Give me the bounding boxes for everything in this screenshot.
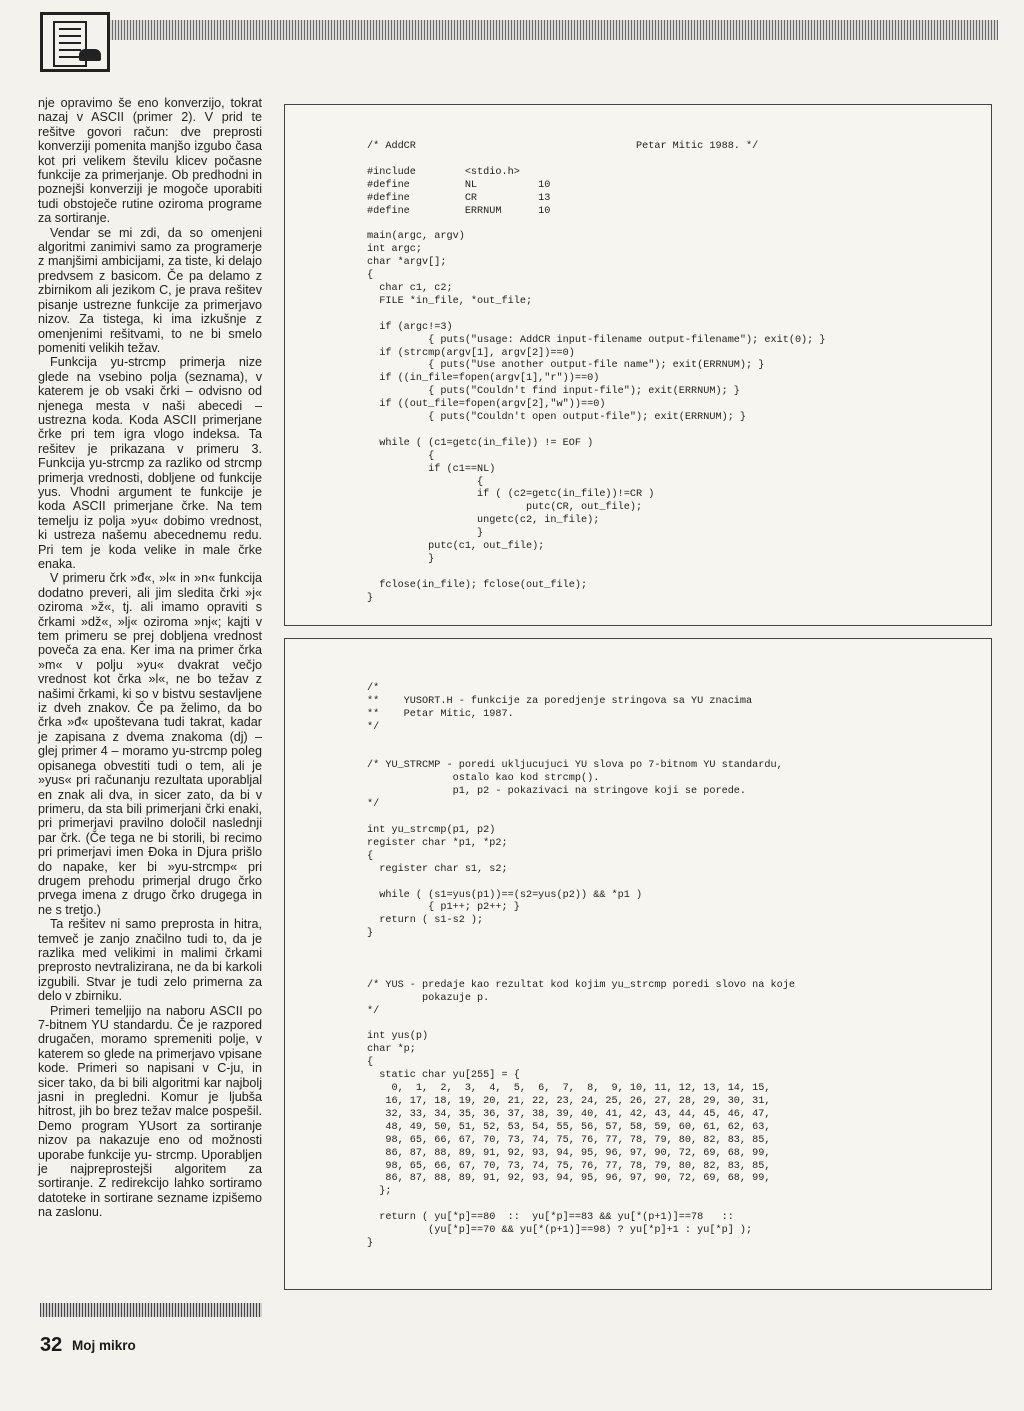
page-number: 32 bbox=[40, 1334, 63, 1356]
article-paragraph: Funkcija yu-strcmp primerja nize glede na vsebino polja (seznama), v katerem je ob vsaki črki – odvisno od njenega mesta v naši abecedi – ustrezna koda. Koda ASCII primerjane črke pri tem igra vlogo indeksa. Ta rešitev je prikazana v primeru 3. Funkcija yu-strcmp za razliko od strcmp primerja vrednosti, dobljene od funkcije yus. Vhodni argument te funkcije je koda ASCII primerjane črke. Na tem temelju iz polja »yu« dobimo vrednost, ki ustreza našemu abecednemu redu. Pri tem je koda velike in male črke enaka. bbox=[38, 355, 262, 571]
footer-rule bbox=[40, 1303, 262, 1317]
article-paragraph: Ta rešitev ni samo preprosta in hitra, temveč je zanjo značilno tudi to, da je razlika med velikimi in malimi črkami preprosto nevtralizirana, ne da bi karkoli izgubili. Stvar je tudi zelo primerna za delo v zbirniku. bbox=[38, 917, 262, 1004]
code-listing-addcr bbox=[284, 104, 992, 626]
code-text: /* ** YUSORT.H - funkcije za poredjenje stringova sa YU znacima ** Petar Mitic, 1987. */ /* YU_STRCMP - poredi ukljucujuci YU slova po 7-bitnom YU standardu, ostalo kao kod strcmp(). p1, p2 - pokazivaci na stringove koji se porede. */ int yu_strcmp(p1, p2) register char *p1, *p2; { register char s1, s2; while ( (s1=yus(p1))==(s2=yus(p2)) && *p1 ) { p1++; p2++; } return ( s1-s2 ); } /* YUS - predaje kao rezultat kod kojim yu_strcmp poredi slovo na koje pokazuje p. */ int yus(p) char *p; { static char yu[255] = { 0, 1, 2, 3, 4, 5, 6, 7, 8, 9, 10, 11, 12, 13, 14, 15, 16, 17, 18, 19, 20, 21, 22, 23, 24, 25, 26, 27, 28, 29, 30, 31, 32, 33, 34, 35, 36, 37, 38, 39, 40, 41, 42, 43, 44, 45, 46, 47, 48, 49, 50, 51, 52, 53, 54, 55, 56, 57, 58, 59, 60, 61, 62, 63, 98, 65, 66, 67, 70, 73, 74, 75, 76, 77, 78, 79, 80, 82, 83, 85, 86, 87, 88, 89, 91, 92, 93, 94, 95, 96, 97, 90, 72, 69, 68, 99, 98, 65, 66, 67, 70, 73, 74, 75, 76, 77, 78, 79, 80, 82, 83, 85, 86, 87, 88, 89, 91, 92, 93, 94, 95, 96, 97, 90, 72, 69, 68, 99, }; return ( yu[*p]==80 :: yu[*p]==83 && yu[*(p+1)]==78 :: (yu[*p]==70 && yu[*(p+1)]==98) ? yu[*p]+1 : yu[*p] ); } bbox=[367, 683, 795, 1249]
article-paragraph: Vendar se mi zdi, da so omenjeni algoritmi zanimivi samo za programerje z manjšimi ambicijami, za tiste, ki delajo predvsem z basicom. Če pa delamo z zbirnikom ali jezikom C, je prava rešitev pisanje ustrezne funkcije za primerjavo nizov. Za tistega, ki ima izkušnje z omenjenimi rešitvami, to ne bi smelo pomeniti velikih težav. bbox=[38, 225, 262, 355]
article-paragraph: V primeru črk »đ«, »l« in »n« funkcija dodatno preveri, ali jim sledita črki »j« oziroma »ž«, tj. ali imamo opraviti s črkami »dž«, »lj« oziroma »nj«; kajti v tem primeru se prej dobljena vrednost poveča za ena. Ker ima na primer črka »m« v polju »yu« dvakrat večjo vrednost kot črka »l«, ne bo težav z našimi črkami, ki so v bistvu sestavljene iz dveh znakov. Če pa želimo, da bo črka »đ« upoštevana tudi takrat, kadar je zapisana z dvema znakoma (dj) – glej primer 4 – moramo yu-strcmp poleg opisanega obvestiti tudi o tem, ali je »yus« pri računanju rezultata uporabljal en znak ali dva, in sicer zato, da bi v primeru, da sta bili primerjani črki enaki, pri primerjavi pravilno določil naslednji par črk. (Če tega ne bi storili, bi recimo pri primerjavi imen Đoka in Djura prišlo do napake, ker bi »yu-strcmp« pri drugem prehodu primerjal drugo črko prvega imena z drugo črko drugega in ne s tretjo.) bbox=[38, 571, 262, 917]
section-icon bbox=[40, 12, 110, 72]
article-paragraph: nje opravimo še eno konverzijo, tokrat nazaj v ASCII (primer 2). V prid te rešitve govori račun: dve preprosti konverziji pomenita manjšo izgubo časa kot pri velikem številu klicev počasne funkcije za primerjanje. Ob predhodni in poznejši konverziji je mogoče uporabiti tudi obstoječe rutine oziroma programe za sortiranje. bbox=[38, 96, 262, 226]
code-listing-yusort bbox=[284, 638, 992, 1290]
code-text: /* AddCR Petar Mitic 1988. */ #include <stdio.h> #define NL 10 #define CR 13 #define ERRNUM 10 main(argc, argv) int argc; char *argv[]; { char c1, c2; FILE *in_file, *out_file; if (argc!=3) { puts("usage: AddCR input-filename output-filename"); exit(0); } if (strcmp(argv[1], argv[2])==0) { puts("Use another output-file name"); exit(ERRNUM); } if ((in_file=fopen(argv[1],"r"))==0) { puts("Couldn't find input-file"); exit(ERRNUM); } if ((out_file=fopen(argv[2],"w"))==0) { puts("Couldn't open output-file"); exit(ERRNUM); } while ( (c1=getc(in_file)) != EOF ) { if (c1==NL) { if ( (c2=getc(in_file))!=CR ) putc(CR, out_file); ungetc(c2, in_file); } putc(c1, out_file); } fclose(in_file); fclose(out_file); } bbox=[367, 141, 826, 604]
magazine-name: Moj mikro bbox=[72, 1338, 136, 1353]
hand-icon bbox=[79, 49, 101, 61]
header-rule bbox=[40, 20, 998, 40]
article-text bbox=[38, 96, 262, 1276]
article-paragraph: Primeri temeljijo na naboru ASCII po 7-bitnem YU standardu. Če je razpored drugačen, moramo spremeniti polje, v katerem so glede na primerjavo vpisane kode. Primeri so napisani v C-ju, in sicer tako, da bi bili algoritmi kar najbolj jasni in pregledni. Komur je ljubša hitrost, jih bo brez težav malce pospešil. Demo program YUsort za sortiranje nizov pa nakazuje eno od možnosti uporabe funkcije yu- strcmp. Uporabljen je najpreprostejši algoritem za sortiranje. Z redirekcijo lahko sortiramo datoteke in sortirane sezname izpišemo na zaslonu. bbox=[38, 1003, 262, 1220]
